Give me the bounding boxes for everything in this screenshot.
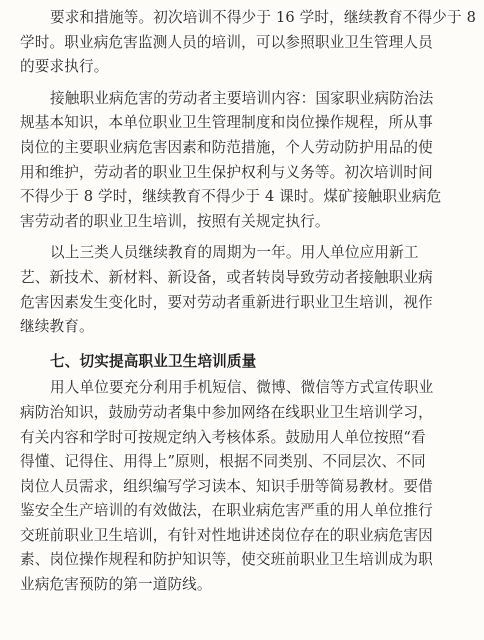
- text-line: 害劳动者的职业卫生培训，按照有关规定执行。: [20, 212, 330, 230]
- text-line: 交班前职业卫生培训，有针对性地讲述岗位存在的职业病危害因: [20, 526, 433, 544]
- spacer: [20, 234, 484, 241]
- paragraph: [20, 6, 484, 80]
- spacer: [20, 340, 484, 350]
- text-line: 危害因素发生变化时，要对劳动者重新进行职业卫生培训，视作: [20, 293, 433, 311]
- text-line: 有关内容和学时可按规定纳入考核体系。鼓励用人单位按照“看: [20, 428, 426, 446]
- heading-text: 七、切实提高职业卫生培训质量: [50, 352, 257, 370]
- text-line: 不得少于 8 学时，继续教育不得少于 4 课时。煤矿接触职业病危: [20, 188, 442, 206]
- text-line: 病防治知识，鼓励劳动者集中参加网络在线职业卫生培训学习，: [20, 403, 433, 421]
- text-line: 学时。职业病危害监测人员的培训，可以参照职业卫生管理人员: [20, 33, 433, 51]
- paragraph: [20, 376, 484, 597]
- paragraph: [20, 241, 484, 339]
- text-line: 的要求执行。: [20, 58, 109, 76]
- text-line: 要求和措施等。初次培训不得少于 16 学时，继续教育不得少于 8: [50, 9, 477, 26]
- text-line: 继续教育。: [20, 318, 94, 336]
- text-line: 素、岗位操作规程和防护知识等，使交班前职业卫生培训成为职: [20, 551, 433, 569]
- paragraph: [20, 87, 484, 235]
- spacer: [20, 80, 484, 87]
- text-line: 规基本知识，本单位职业卫生管理制度和岗位操作规程，所从事: [20, 114, 433, 132]
- text-line: 鉴安全生产培训的有效做法，在职业病危害严重的用人单位推行: [20, 502, 433, 520]
- text-line: 用和维护，劳动者的职业卫生保护权利与义务等。初次培训时间: [20, 163, 433, 181]
- text-line: 岗位的主要职业病危害因素和防范措施，个人劳动防护用品的使: [20, 138, 433, 156]
- text-line: 用人单位要充分利用手机短信、微博、微信等方式宣传职业: [50, 379, 434, 397]
- text-line: 艺、新技术、新材料、新设备，或者转岗导致劳动者接触职业病: [20, 268, 433, 286]
- text-line: 得懂、记得住、用得上”原则，根据不同类别、不同层次、不同: [20, 453, 426, 471]
- text-line: 业病危害预防的第一道防线。: [20, 576, 212, 594]
- section-heading: [20, 350, 484, 375]
- text-line: 以上三类人员继续教育的周期为一年。用人单位应用新工: [50, 244, 419, 262]
- text-line: 接触职业病危害的劳动者主要培训内容：国家职业病防治法: [50, 89, 434, 107]
- text-line: 岗位人员需求，组织编写学习读本、知识手册等简易教材。要借: [20, 477, 433, 495]
